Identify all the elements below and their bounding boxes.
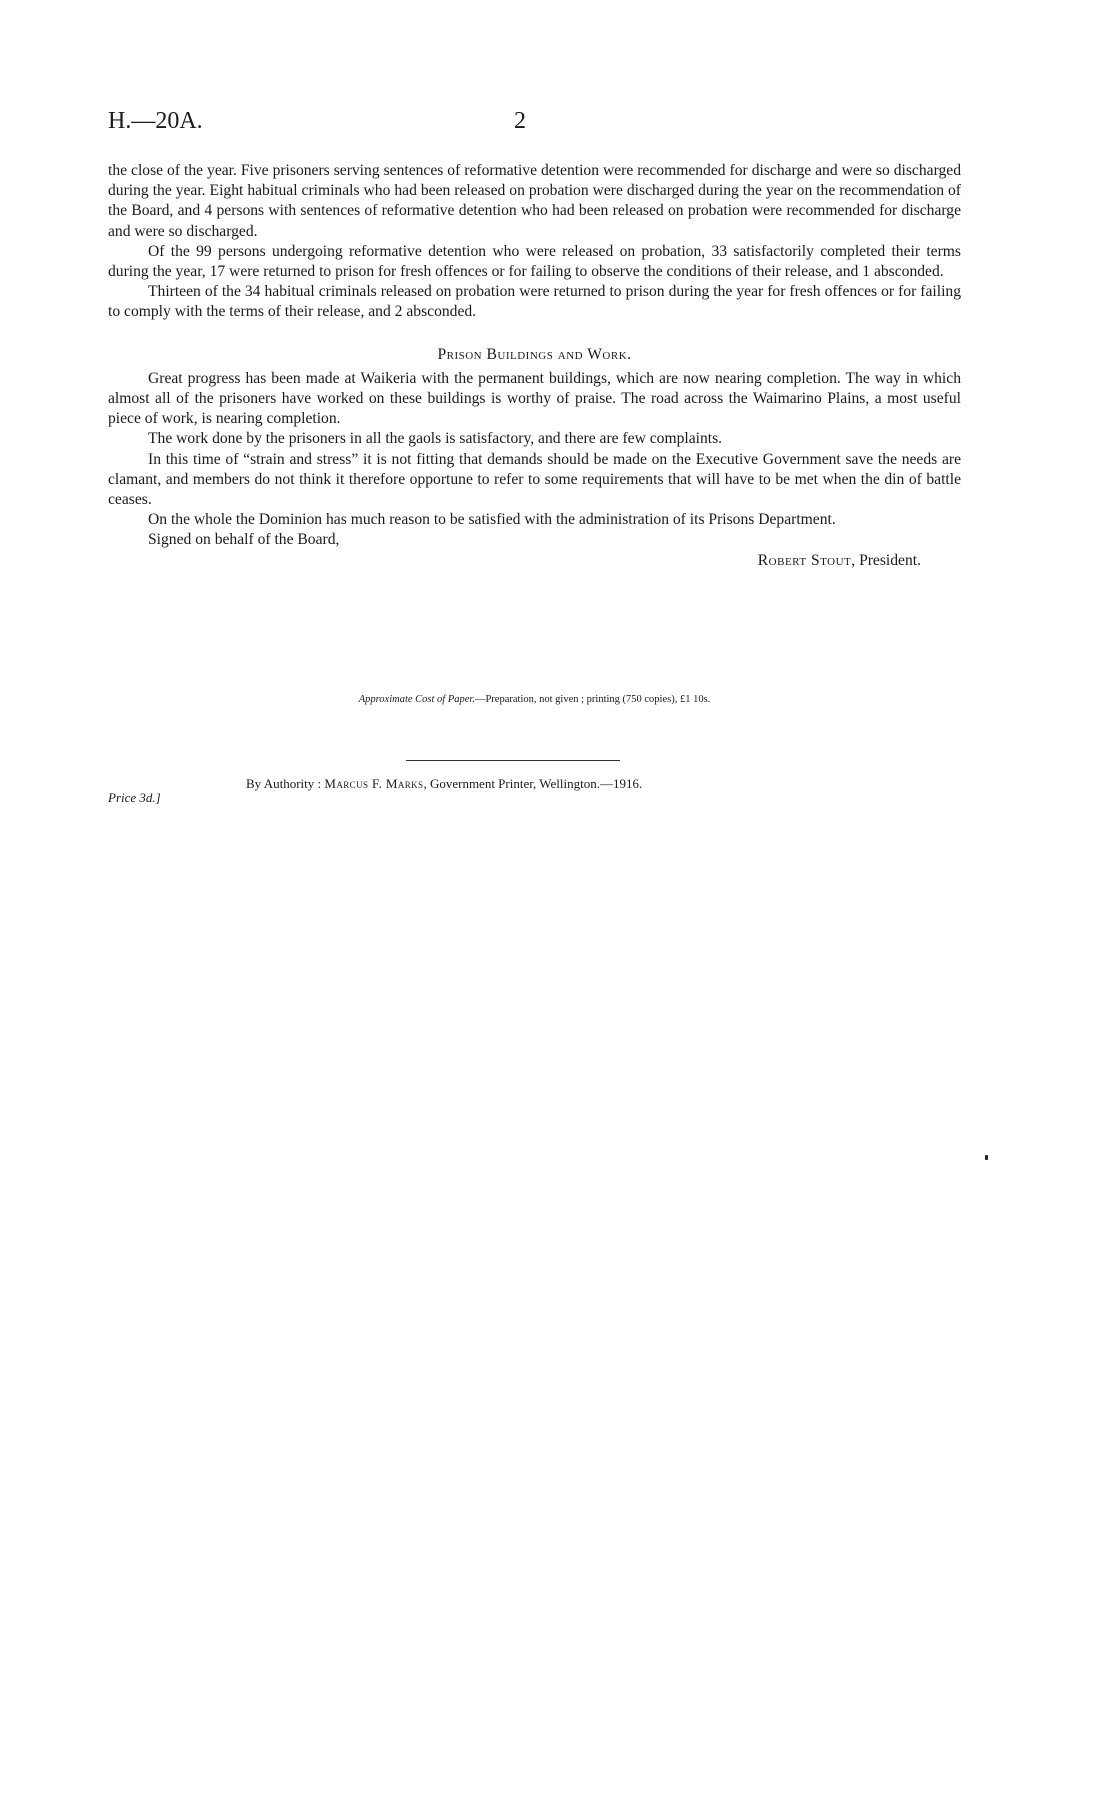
paragraph-gaols-work: The work done by the prisoners in all the gaols is satisfactory, and there are few complaints. <box>148 430 723 448</box>
paragraph-strain-stress: In this time of “strain and stress” it is not fitting that demands should be made on the Executive Government save the needs are clamant, and members do not think it therefore opportune to refer to some requirements that will have to be met when the din of battle ceases. <box>108 450 961 509</box>
signature <box>108 551 961 571</box>
body-text <box>108 161 961 571</box>
cost-label: Approximate Cost of Paper. <box>358 694 475 705</box>
paragraph-habitual-probation: Thirteen of the 34 habitual criminals released on probation were returned to prison during the year for fresh offences or for failing to comply with the terms of their release, and 2 absconded. <box>108 283 961 321</box>
scan-speck <box>985 1155 988 1160</box>
footer-divider <box>406 760 620 761</box>
page-number: 2 <box>514 108 526 134</box>
signature-title: , President. <box>851 551 921 569</box>
section-heading: Prison Buildings and Work. <box>437 345 632 363</box>
price: Price 3d.] <box>108 790 161 805</box>
printer-imprint <box>246 776 642 792</box>
paragraph-waikeria: Great progress has been made at Waikeria with the permanent buildings, which are now nearing completion. The way in which almost all of the prisoners have worked on these buildings is worthy of praise. The road across the Waimarino Plains, a most useful piece of work, is nearing completion. <box>108 369 961 428</box>
cost-text: —Preparation, not given ; printing (750 copies), £1 10s. <box>474 694 711 705</box>
paragraph-reformative-probation: Of the 99 persons undergoing reformative detention who were released on probation, 33 satisfactorily completed their terms during the year, 17 were returned to prison for fresh offences or for failing to observe the conditions of their release, and 1 absconded. <box>108 242 961 281</box>
paragraph-continuation: the close of the year. Five prisoners serving sentences of reformative detention were recommended for discharge and were so discharged during the year. Eight habitual criminals who had been released on probation were discharged during the year on the recommendation of the Board, and 4 persons with sentences of reformative detention who had been released on probation were recommended for discharge and were so discharged. <box>108 162 961 240</box>
imprint-prefix: By Authority : <box>246 776 325 791</box>
paragraph-dominion: On the whole the Dominion has much reason to be satisfied with the administration of its Prisons Department. <box>148 511 836 529</box>
imprint-suffix: , Government Printer, Wellington.—1916. <box>423 776 643 791</box>
page-header <box>108 108 960 138</box>
signed-on-behalf: Signed on behalf of the Board, <box>148 531 340 549</box>
paper-reference: H.—20A. <box>108 108 203 134</box>
page-footer <box>108 776 961 816</box>
cost-of-paper-note <box>108 694 961 705</box>
signature-name: Robert Stout <box>757 551 852 569</box>
printer-name: Marcus F. Marks <box>324 776 424 791</box>
